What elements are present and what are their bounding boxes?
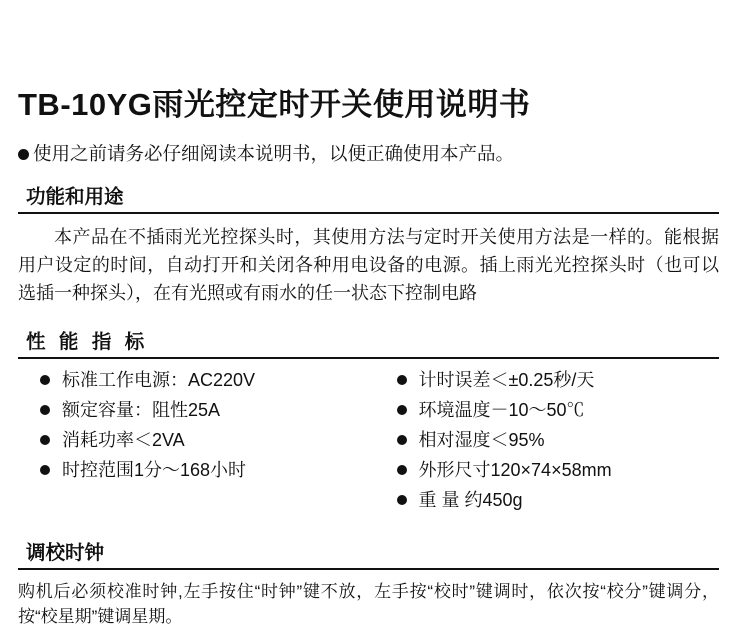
bullet-icon [397, 405, 407, 415]
list-item [40, 461, 369, 479]
page-title: TB-10YG雨光控定时开关使用说明书 [18, 87, 531, 122]
clock-paragraph: 购机后必须校准时钟,左手按住“时钟”键不放，左手按“校时”键调时，依次按“校分”键调分，按“校星期”键调星期。 [18, 581, 719, 627]
spec-text: 标准工作电源：AC220V [62, 369, 256, 390]
spec-columns [18, 371, 719, 521]
section-heading-clock: 调校时钟 [18, 537, 719, 570]
list-item [40, 371, 369, 389]
function-paragraph: 本产品在不插雨光光控探头时，其使用方法与定时开关使用方法是一样的。能根据用户设定的时间，自动打开和关闭各种用电设备的电源。插上雨光光控探头时（也可以选插一种探头），在有光照或有雨水的任一状态下控制电路 [18, 227, 719, 303]
list-item [397, 491, 720, 509]
bullet-icon [397, 375, 407, 385]
spec-column-left [18, 371, 369, 521]
spec-text: 环境温度－10～50℃ [418, 399, 585, 420]
intro-text: 使用之前请务必仔细阅读本说明书，以便正确使用本产品。 [33, 143, 515, 165]
bullet-icon [397, 465, 407, 475]
spec-text: 消耗功率＜2VA [62, 429, 185, 450]
section-clock [18, 537, 719, 630]
spec-text: 计时误差＜±0.25秒/天 [418, 369, 595, 390]
spec-text: 外形尺寸120×74×58mm [418, 459, 612, 480]
bullet-icon [18, 149, 29, 160]
list-item [397, 371, 720, 389]
bullet-icon [40, 405, 50, 415]
spec-text: 相对湿度＜95% [418, 429, 545, 450]
list-item [397, 431, 720, 449]
intro-note [18, 142, 719, 165]
list-item [40, 431, 369, 449]
bullet-icon [397, 495, 407, 505]
spec-column-right [369, 371, 720, 521]
section-function [18, 181, 719, 308]
section-heading-function: 功能和用途 [18, 181, 719, 214]
section-heading-specs: 性 能 指 标 [18, 326, 719, 359]
bullet-icon [397, 435, 407, 445]
bullet-icon [40, 465, 50, 475]
list-item [40, 401, 369, 419]
spec-text: 时控范围1分～168小时 [62, 459, 247, 480]
spec-text: 额定容量：阻性25A [62, 399, 221, 420]
spec-text: 重 量 约450g [418, 489, 523, 510]
list-item [397, 461, 720, 479]
bullet-icon [40, 435, 50, 445]
list-item [397, 401, 720, 419]
bullet-icon [40, 375, 50, 385]
section-specs [18, 326, 719, 521]
